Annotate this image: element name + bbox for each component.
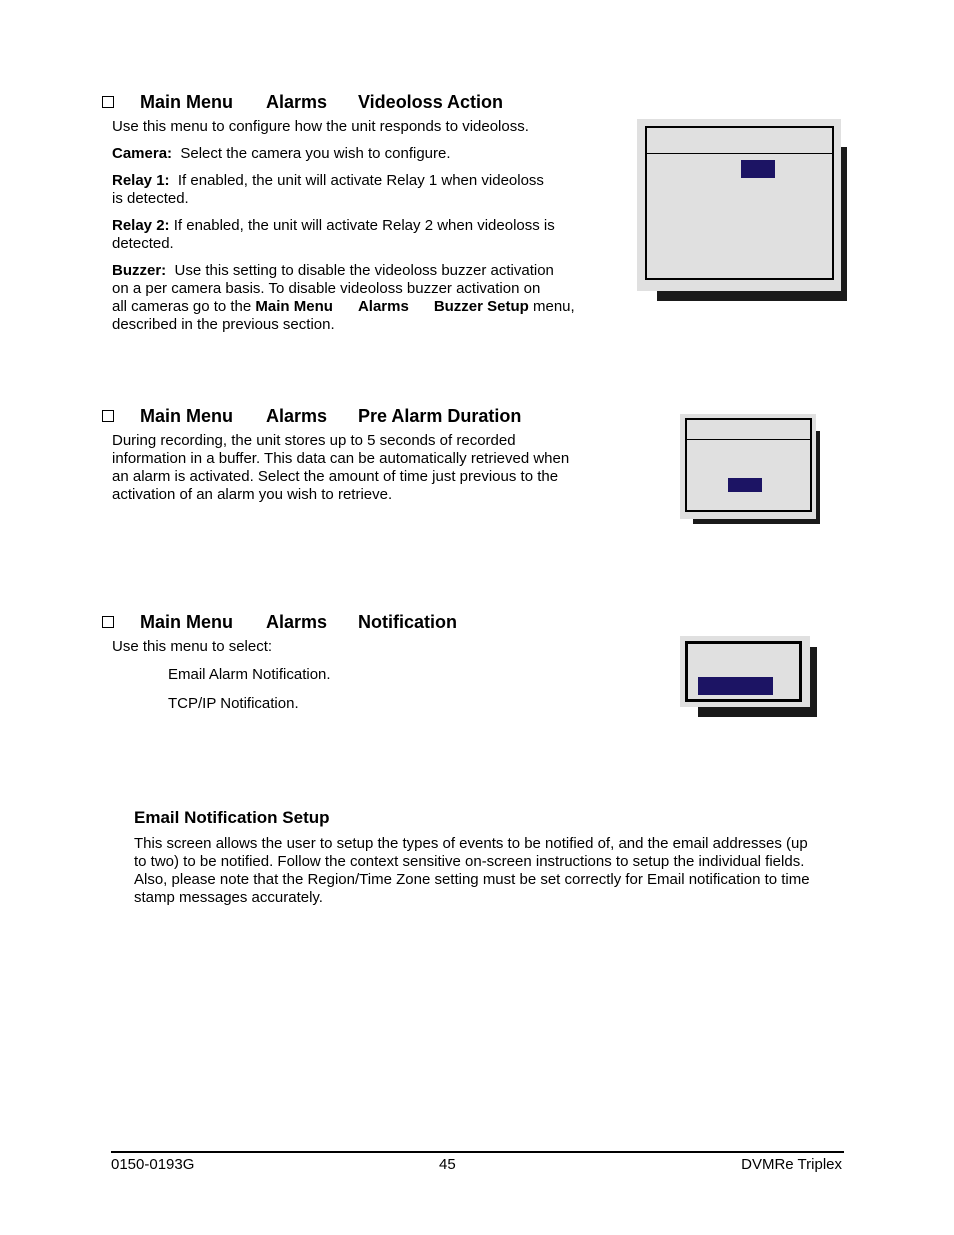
relay1-text-b: is detected. [112, 190, 189, 207]
email-setup-line-1: This screen allows the user to setup the types of events to be notified of, and the email addresses (up [134, 835, 808, 852]
email-setup-line-3: Also, please note that the Region/Time Zone setting must be set correctly for Email notification to time [134, 871, 810, 888]
buzzer-text-d: menu, [533, 298, 575, 315]
pre-alarm-line-2: information in a buffer. This data can be automatically retrieved when [112, 450, 570, 467]
relay2-text-a: If enabled, the unit will activate Relay 2 when videoloss is [173, 217, 555, 234]
footer-doc-number: 0150-0193G [111, 1156, 195, 1173]
heading-alarms: Alarms [266, 406, 328, 426]
pre-alarm-line-1: During recording, the unit stores up to 5 seconds of recorded [112, 432, 516, 449]
buzzer-text-e: described in the previous section. [112, 316, 335, 333]
checkbox-bullet-icon [102, 410, 114, 422]
email-setup-line-2: to two) to be notified. Follow the context sensitive on-screen instructions to setup the individual fields. [134, 853, 805, 870]
relay1-text-a: If enabled, the unit will activate Relay 1 when videoloss [177, 172, 544, 189]
checkbox-bullet-icon [102, 616, 114, 628]
buzzer-text-b: on a per camera basis. To disable videoloss buzzer activation on [112, 280, 541, 297]
email-setup-title: Email Notification Setup [134, 808, 330, 827]
selection-highlight [698, 677, 773, 695]
heading-notification: Notification [358, 612, 457, 632]
buzzer-path-main-menu: Main Menu [255, 298, 333, 315]
heading-alarms: Alarms [266, 612, 328, 632]
notification-item-email: Email Alarm Notification. [168, 666, 331, 683]
camera-label: Camera: [112, 145, 173, 162]
footer-divider [111, 1151, 844, 1153]
videoloss-description [112, 118, 612, 334]
selection-highlight [741, 160, 775, 178]
relay2-paragraph [112, 217, 612, 253]
buzzer-text-a: Use this setting to disable the videoloss buzzer activation [174, 262, 554, 279]
camera-paragraph [112, 145, 612, 163]
buzzer-path-alarms: Alarms [357, 298, 409, 315]
heading-main-menu: Main Menu [140, 92, 233, 112]
relay2-label: Relay 2: [112, 217, 170, 234]
pre-alarm-line-3: an alarm is activated. Select the amount of time just previous to the [112, 468, 559, 485]
buzzer-path-buzzer-setup: Buzzer Setup [433, 298, 529, 315]
email-setup-description [134, 835, 854, 907]
heading-main-menu: Main Menu [140, 406, 233, 426]
heading-pre-alarm-duration: Pre Alarm Duration [358, 406, 522, 426]
camera-text: Select the camera you wish to configure. [180, 145, 451, 162]
buzzer-paragraph [112, 262, 612, 334]
selection-highlight [728, 478, 762, 492]
heading-videoloss-action: Videoloss Action [358, 92, 504, 112]
checkbox-bullet-icon [102, 96, 114, 108]
notification-intro: Use this menu to select: [112, 638, 273, 655]
pre-alarm-line-4: activation of an alarm you wish to retrieve. [112, 486, 393, 503]
buzzer-label: Buzzer: [112, 262, 167, 279]
relay1-paragraph [112, 172, 612, 208]
footer-product: DVMRe Triplex [741, 1156, 842, 1173]
relay2-text-b: detected. [112, 235, 174, 252]
relay1-label: Relay 1: [112, 172, 170, 189]
buzzer-text-c: all cameras go to the [112, 298, 252, 315]
notification-item-tcpip: TCP/IP Notification. [168, 695, 299, 712]
heading-alarms: Alarms [266, 92, 328, 112]
heading-main-menu: Main Menu [140, 612, 233, 632]
footer-page-number: 45 [439, 1156, 456, 1173]
pre-alarm-description [112, 432, 612, 504]
videoloss-intro: Use this menu to configure how the unit responds to videoloss. [112, 118, 529, 135]
email-setup-line-4: stamp messages accurately. [134, 889, 323, 906]
